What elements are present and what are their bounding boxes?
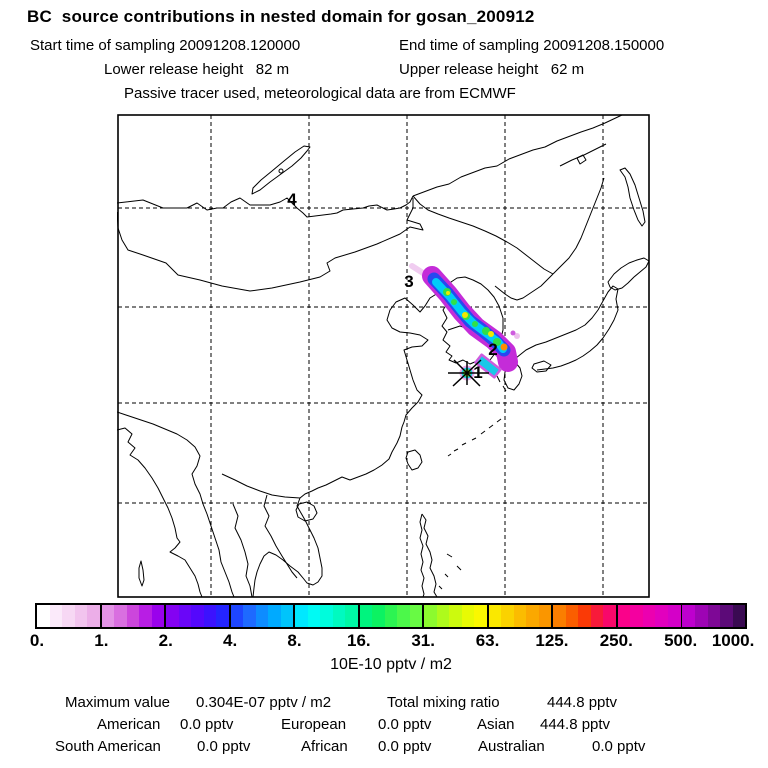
colorbar-segment xyxy=(231,605,296,627)
upper-release-text: Upper release height 62 m xyxy=(399,61,585,78)
south-american-value: 0.0 pptv xyxy=(197,738,251,755)
colorbar-stripe xyxy=(474,605,487,627)
colorbar-stripe xyxy=(553,605,566,627)
colorbar-stripe xyxy=(437,605,450,627)
colorbar-stripe xyxy=(320,605,333,627)
colorbar-segment xyxy=(102,605,167,627)
australian-value: 0.0 pptv xyxy=(592,738,646,755)
colorbar-stripe xyxy=(449,605,462,627)
colorbar-stripe xyxy=(166,605,179,627)
asian-value: 444.8 pptv xyxy=(540,716,611,733)
asian-label: Asian xyxy=(477,716,515,733)
colorbar-tick-label: 1. xyxy=(94,631,109,650)
colorbar-tick-label: 4. xyxy=(222,631,238,650)
european-label: European xyxy=(281,716,347,733)
colorbar-stripe xyxy=(243,605,256,627)
colorbar-stripe xyxy=(268,605,281,627)
australian-label: Australian xyxy=(478,738,545,755)
colorbar-stripe xyxy=(231,605,244,627)
colorbar-stripe xyxy=(139,605,152,627)
colorbar-segment xyxy=(553,605,618,627)
plume-number-labels xyxy=(287,190,497,382)
end-time-text: End time of sampling 20091208.150000 xyxy=(399,37,665,54)
colorbar-stripe xyxy=(102,605,115,627)
european-value: 0.0 pptv xyxy=(378,716,432,733)
colorbar-segment xyxy=(682,605,745,627)
colorbar-stripe xyxy=(668,605,681,627)
colorbar-stripe xyxy=(308,605,321,627)
south-american-label: South American xyxy=(55,738,161,755)
american-label: American xyxy=(97,716,161,733)
max-value-label: Maximum value xyxy=(65,694,171,711)
colorbar-tick-label: 16. xyxy=(346,631,371,650)
colorbar-stripe xyxy=(204,605,217,627)
colorbar-stripe xyxy=(216,605,229,627)
colorbar-stripe xyxy=(191,605,204,627)
colorbar-stripe xyxy=(424,605,437,627)
colorbar-stripe xyxy=(501,605,514,627)
colorbar-segment xyxy=(360,605,425,627)
map-gridlines xyxy=(118,115,649,597)
page-title: BC source contributions in nested domain for gosan_200912 xyxy=(27,7,535,26)
colorbar-bar xyxy=(35,603,747,629)
max-value-value: 0.304E-07 pptv / m2 xyxy=(196,694,332,711)
colorbar-stripe xyxy=(333,605,346,627)
colorbar-tick-label: 8. xyxy=(287,631,302,650)
colorbar-tick-label: 1000. xyxy=(711,631,755,650)
colorbar-segment xyxy=(618,605,683,627)
colorbar-segment xyxy=(295,605,360,627)
colorbar-stripe xyxy=(360,605,373,627)
colorbar-stripe xyxy=(62,605,75,627)
plume-label-4: 4 xyxy=(287,190,297,209)
colorbar-tick-label: 500. xyxy=(664,631,698,650)
colorbar-stripe xyxy=(720,605,733,627)
tracer-info-text: Passive tracer used, meteorological data are from ECMWF xyxy=(124,85,516,102)
colorbar-tick-label: 2. xyxy=(158,631,173,650)
colorbar-stripe xyxy=(295,605,308,627)
plume-label-1: 1 xyxy=(473,363,483,382)
colorbar-stripe xyxy=(526,605,539,627)
colorbar-stripe xyxy=(152,605,165,627)
colorbar-stripe xyxy=(603,605,616,627)
colorbar-stripe xyxy=(514,605,527,627)
colorbar-stripe xyxy=(539,605,552,627)
start-time-text: Start time of sampling 20091208.120000 xyxy=(30,37,301,54)
colorbar-tick-label: 250. xyxy=(599,631,633,650)
colorbar-stripe xyxy=(372,605,385,627)
colorbar-stripe xyxy=(114,605,127,627)
colorbar-stripe xyxy=(462,605,475,627)
colorbar-unit-label: 10E-10 pptv / m2 xyxy=(330,656,452,673)
colorbar-segment xyxy=(424,605,489,627)
colorbar-stripe xyxy=(630,605,643,627)
colorbar-ticks xyxy=(0,631,768,651)
colorbar-stripe xyxy=(385,605,398,627)
colorbar-tick-label: 0. xyxy=(29,631,45,650)
concentration-plume xyxy=(412,266,520,381)
colorbar-stripe xyxy=(591,605,604,627)
colorbar-stripe xyxy=(733,605,746,627)
african-label: African xyxy=(301,738,348,755)
colorbar-stripe xyxy=(127,605,140,627)
colorbar-stripe xyxy=(397,605,410,627)
colorbar-stripe xyxy=(655,605,668,627)
colorbar-stripe xyxy=(37,605,50,627)
colorbar-stripe xyxy=(345,605,358,627)
plume-label-3: 3 xyxy=(404,272,414,291)
colorbar-stripe xyxy=(618,605,631,627)
map-frame xyxy=(118,115,649,597)
colorbar-stripe xyxy=(281,605,294,627)
colorbar-stripe xyxy=(489,605,502,627)
total-ratio-value: 444.8 pptv xyxy=(547,694,618,711)
map-plot xyxy=(117,114,650,598)
colorbar-stripe xyxy=(50,605,63,627)
colorbar-segment xyxy=(37,605,102,627)
colorbar-stripe xyxy=(179,605,192,627)
colorbar-stripe xyxy=(410,605,423,627)
colorbar-segment xyxy=(489,605,554,627)
colorbar-stripe xyxy=(87,605,100,627)
colorbar-tick-label: 125. xyxy=(535,631,569,650)
african-value: 0.0 pptv xyxy=(378,738,432,755)
american-value: 0.0 pptv xyxy=(180,716,234,733)
coastlines xyxy=(117,115,649,597)
colorbar-stripe xyxy=(708,605,721,627)
colorbar-stripe xyxy=(695,605,708,627)
plume-label-2: 2 xyxy=(488,340,498,359)
colorbar-stripe xyxy=(256,605,269,627)
colorbar-stripe xyxy=(682,605,695,627)
lower-release-text: Lower release height 82 m xyxy=(104,61,290,78)
colorbar-stripe xyxy=(578,605,591,627)
colorbar-stripe xyxy=(643,605,656,627)
colorbar-segment xyxy=(166,605,231,627)
colorbar-tick-label: 63. xyxy=(475,631,500,650)
total-ratio-label: Total mixing ratio xyxy=(387,694,500,711)
colorbar-tick-label: 31. xyxy=(411,631,435,650)
colorbar-stripe xyxy=(566,605,579,627)
colorbar-stripe xyxy=(75,605,88,627)
